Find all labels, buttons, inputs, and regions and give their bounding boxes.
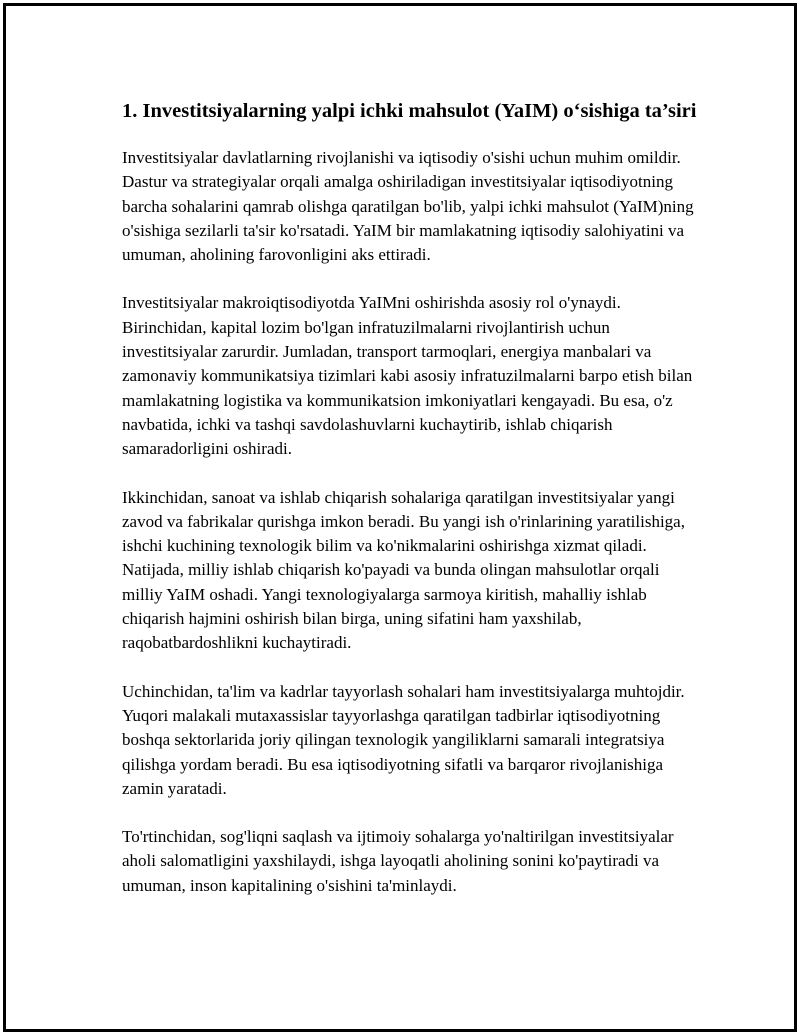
paragraph-education: Uchinchidan, ta'lim va kadrlar tayyorlash sohalari ham investitsiyalarga muhtojdir. Yuqori malakali mutaxassislar tayyorlashga qaratilgan tadbirlar iqtisodiyotning boshqa sektorlarida joriy qilingan texnologik yangiliklarni samarali integratsiya qilishga yordam beradi. Bu esa iqtisodiyotning sifatli va barqaror rivojlanishiga zamin yaratadi. [122,681,685,798]
paragraph-intro: Investitsiyalar davlatlarning rivojlanishi va iqtisodiy o'sishi uchun muhim omildir. Dastur va strategiyalar orqali amalga oshiriladigan investitsiyalar iqtisodiyotning barcha sohalarini qamrab olishga qaratilgan bo'lib, yalpi ichki mahsulot (YaIM)ning o'sishiga sezilarli ta'sir ko'rsatadi. YaIM bir mamlakatning iqtisodiy salohiyatini va umuman, aholining farovonligini aks ettiradi. [122,148,694,265]
paragraph-infrastructure: Investitsiyalar makroiqtisodiyotda YaIMni oshirishda asosiy rol o'ynaydi. Birinchidan, kapital lozim bo'lgan infratuzilmalarni rivojlantirish uchun investitsiyalar zarurdir. Jumladan, transport tarmoqlari, energiya manbalari va zamonaviy kommunikatsiya tizimlari kabi asosiy infratuzilmalarni barpo etish bilan mamlakatning logistika va kommunikatsion imkoniyatlari kengayadi. Bu esa, o'z navbatida, ichki va tashqi savdolashuvlarni kuchaytirib, ishlab chiqarish samaradorligini oshiradi. [122,293,693,459]
paragraph-healthcare: To'rtinchidan, sog'liqni saqlash va ijtimoiy sohalarga yo'naltirilgan investitsiyalar aholi salomatligini yaxshilaydi, ishga layoqatli aholining sonini ko'paytiradi va umuman, inson kapitalining o'sishini ta'minlaydi. [122,827,674,895]
section-heading: 1. Investitsiyalarning yalpi ichki mahsulot (YaIM) o‘sishiga ta’siri [122,100,697,122]
page-frame [3,3,797,1032]
document-body [122,98,697,922]
paragraph-industry: Ikkinchidan, sanoat va ishlab chiqarish sohalariga qaratilgan investitsiyalar yangi zavod va fabrikalar qurishga imkon beradi. Bu yangi ish o'rinlarining yaratilishiga, ishchi kuchining texnologik bilim va ko'nikmalarini oshirishga xizmat qiladi. Natijada, milliy ishlab chiqarish ko'payadi va bunda olingan mahsulotlar orqali milliy YaIM oshadi. Yangi texnologiyalarga sarmoya kiritish, mahalliy ishlab chiqarish hajmini oshirish bilan birga, uning sifatini ham yaxshilab, raqobatbardoshlikni kuchaytiradi. [122,487,685,653]
